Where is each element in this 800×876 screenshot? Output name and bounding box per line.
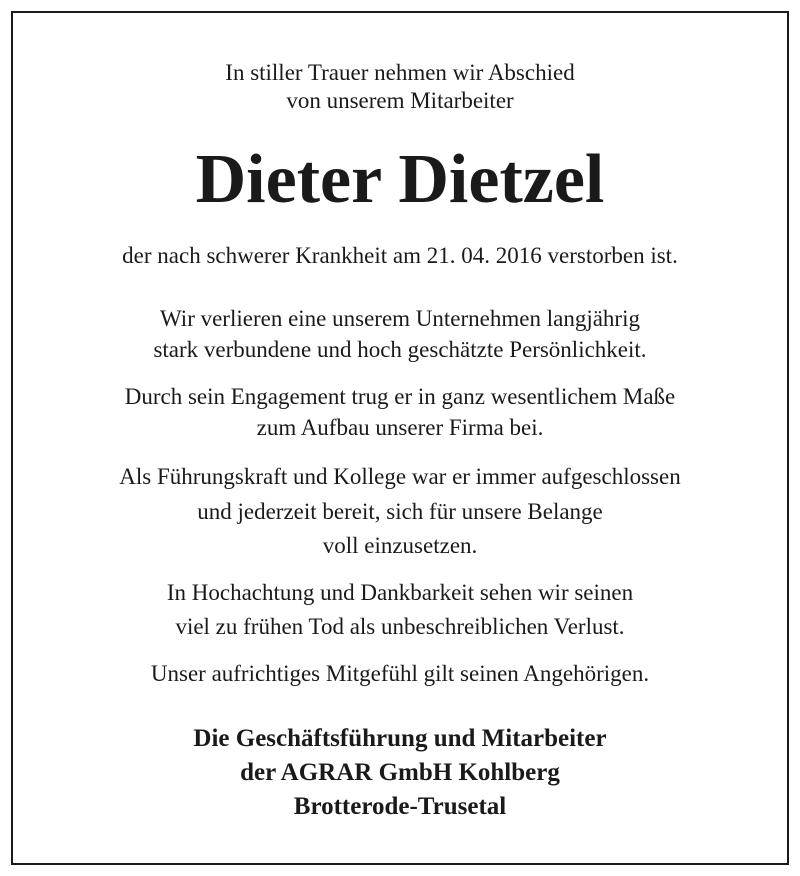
paragraph-3-line-2: und jederzeit bereit, sich für unsere Belange [197, 499, 603, 524]
signature-line-3: Brotterode-Trusetal [293, 793, 507, 820]
paragraph-1-line-1: Wir verlieren eine unserem Unternehmen langjährig [160, 306, 640, 331]
signature-line-2: der AGRAR GmbH Kohlberg [240, 759, 560, 786]
paragraph-1-line-2: stark verbundene und hoch geschätzte Persönlichkeit. [153, 337, 647, 362]
paragraph-4-line-1: In Hochachtung und Dankbarkeit sehen wir seinen [166, 580, 634, 605]
paragraph-4-line-2: viel zu frühen Tod als unbeschreiblichen Verlust. [175, 614, 625, 639]
paragraph-3-line-3: voll einzusetzen. [322, 533, 478, 558]
intro-line-1: In stiller Trauer nehmen wir Abschied [225, 60, 575, 85]
intro-line-2: von unserem Mitarbeiter [286, 88, 514, 113]
paragraph-2-line-1: Durch sein Engagement trug er in ganz wesentlichem Maße [124, 384, 676, 409]
paragraph-5-line-1: Unser aufrichtiges Mitgefühl gilt seinen Angehörigen. [150, 661, 650, 686]
paragraph-2-line-2: zum Aufbau unserer Firma bei. [256, 415, 544, 440]
paragraph-3-line-1: Als Führungskraft und Kollege war er immer aufgeschlossen [119, 464, 681, 489]
death-line: der nach schwerer Krankheit am 21. 04. 2016 verstorben ist. [122, 243, 678, 268]
deceased-name: Dieter Dietzel [195, 141, 605, 218]
signature-line-1: Die Geschäftsführung und Mitarbeiter [193, 725, 607, 752]
